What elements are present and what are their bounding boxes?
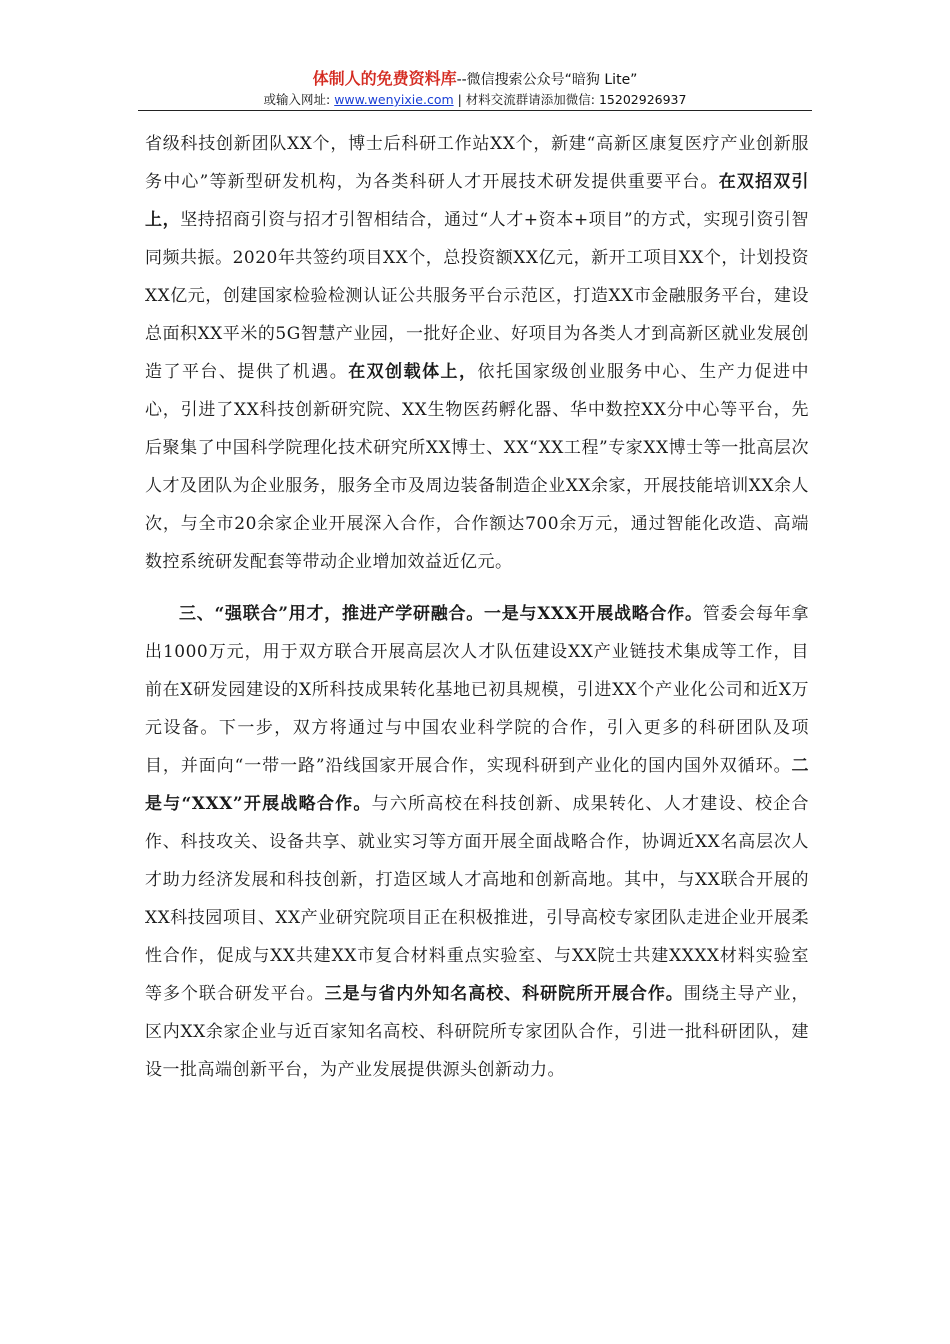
header-line-1: [138, 68, 812, 91]
document-body: [145, 125, 809, 1089]
wechat-contact: | 材料交流群请添加微信: 15202926937: [453, 92, 687, 107]
p2-text-1: 管委会每年拿出1000万元，用于双方联合开展高层次人才队伍建设XX产业链技术集成等工作，目前在X研发园建设的X所科技成果转化基地已初具规模，引进XX个产业化公司和近X万元设备。下一步，双方将通过与中国农业科学院的合作，引入更多的科研团队及项目，并面向“一带一路”沿线国家开展合作，实现科研到产业化的国内国外双循环。: [145, 604, 809, 776]
p1-text-2: 坚持招商引资与招才引智相结合，通过“人才+资本+项目”的方式，实现引资引智同频共振。2020年共签约项目XX个，总投资额XX亿元，新开工项目XX个，计划投资XX亿元，创建国家检验检测认证公共服务平台示范区，打造XX市金融服务平台，建设总面积XX平米的5G智慧产业园，一批好企业、好项目为各类人才到高新区就业发展创造了平台、提供了机遇。: [145, 210, 810, 382]
page-header: [138, 68, 812, 109]
p1-bold-heading-1: 在双招双引上，: [145, 172, 809, 230]
brand-title: 体制人的免费资料库: [312, 69, 457, 88]
p2-text-3: 围绕主导产业，区内XX余家企业与近百家知名高校、科研院所专家团队合作，引进一批科研团队，建设一批高端创新平台，为产业发展提供源头创新动力。: [145, 984, 810, 1080]
p1-text-1: 省级科技创新团队XX个，博士后科研工作站XX个，新建“高新区康复医疗产业创新服务中心”等新型研发机构，为各类科研人才开展技术研发提供重要平台。: [145, 134, 809, 192]
p2-bold-heading-2: 二是与“XXX”开展战略合作。: [145, 756, 809, 814]
header-tagline: --微信搜索公众号“暗狗 Lite”: [456, 72, 638, 88]
p1-text-3: 依托国家级创业服务中心、生产力促进中心，引进了XX科技创新研究院、XX生物医药孵化器、华中数控XX分中心等平台，先后聚集了中国科学院理化技术研究所XX博士、XX“XX工程”专家XX博士等一批高层次人才及团队为企业服务，服务全市及周边装备制造企业XX余家，开展技能培训XX余人次，与全市20余家企业开展深入合作，合作额达700余万元，通过智能化改造、高端数控系统研发配套等带动企业增加效益近亿元。: [145, 362, 810, 572]
p2-section-heading: 三、“强联合”用才，推进产学研融合。一是与XXX开展战略合作。: [179, 604, 703, 624]
header-divider: [138, 110, 812, 111]
paragraph-2: [145, 595, 809, 1089]
header-line-2: [138, 91, 812, 109]
website-link[interactable]: www.wenyixie.com: [334, 92, 454, 107]
p2-text-2: 与六所高校在科技创新、成果转化、人才建设、校企合作、科技攻关、设备共享、就业实习等方面开展全面战略合作，协调近XX名高层次人才助力经济发展和科技创新，打造区域人才高地和创新高地。其中，与XX联合开展的XX科技园项目、XX产业研究院项目正在积极推进，引导高校专家团队走进企业开展柔性合作，促成与XX共建XX市复合材料重点实验室、与XX院士共建XXXX材料实验室等多个联合研发平台。: [145, 794, 809, 1004]
paragraph-1: [145, 125, 809, 581]
p1-bold-heading-2: 在双创载体上，: [348, 362, 478, 382]
url-prefix: 或输入网址:: [263, 92, 335, 107]
p2-bold-heading-3: 三是与省内外知名高校、科研院所开展合作。: [324, 984, 684, 1004]
